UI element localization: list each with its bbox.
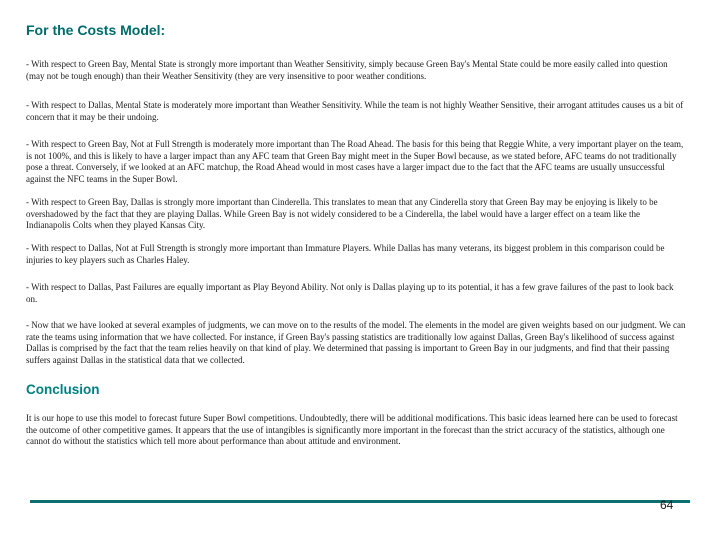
paragraph-model-results: - Now that we have looked at several examples of judgments, we can move on to the results of the model. The elements in the model are given weights based on our judgment. We can rate the teams using information that we have collected. For instance, if Green Bay's passing statistics are traditionally low against Dallas, Green Bay's likelihood of success against Dallas is comprised by the fact that the team relies heavily on that kind of play. We determined that passing is important to Green Bay in our judgments, and find that their passing suffers against Dallas in the statistical data that we collected. (26, 320, 686, 365)
conclusion-heading: Conclusion (26, 382, 100, 397)
footer-rule (30, 500, 690, 503)
costs-model-heading: For the Costs Model: (26, 22, 166, 38)
paragraph-conclusion: It is our hope to use this model to forecast future Super Bowl competitions. Undoubtedly, there will be additional modifications. This basic ideas learned here can be used to forecast the outcome of other competitive games. It appears that the use of intangibles is significantly more important in the forecast than the strict accuracy of the statistics, although one cannot do without the statistics which tell more about performance than about attitude and environment. (26, 413, 678, 446)
paragraph-dallas-past-failures: - With respect to Dallas, Past Failures are equally important as Play Beyond Ability. Not only is Dallas playing up to its potential, it has a few grave failures of the past to look back on. (26, 282, 674, 304)
page-number: 64 (660, 498, 674, 512)
paragraph-dallas-full-strength: - With respect to Dallas, Not at Full Strength is strongly more important than Immature Players. While Dallas has many veterans, its biggest problem in this comparison could be injuries to key players such as Charles Haley. (26, 243, 665, 265)
paragraph-dallas-mental-state: - With respect to Dallas, Mental State is moderately more important than Weather Sensitivity. While the team is not highly Weather Sensitive, their arrogant attitudes causes us a bit of concern that it may be their undoing. (26, 100, 684, 122)
paragraph-green-bay-full-strength: - With respect to Green Bay, Not at Full Strength is moderately more important than The Road Ahead. The basis for this being that Reggie White, a very important player on the team, is not 100%, and this is likely to have a larger impact than any AFC team that Green Bay might meet in the Super Bowl because, as we stated before, AFC teams do not traditionally pose a threat. Conversely, if we looked at an AFC matchup, the Road Ahead would in most cases have a larger impact due to the fact that the AFC teams are usually unsuccessful against the NFC teams in the Super Bowl. (26, 139, 684, 184)
paragraph-green-bay-cinderella: - With respect to Green Bay, Dallas is strongly more important than Cinderella. This translates to mean that any Cinderella story that Green Bay may be enjoying is likely to be overshadowed by the fact that they are playing Dallas. While Green Bay is not widely considered to be a Cinderella, the label would have a larger effect on a team like the Indianapolis Colts when they played Kansas City. (26, 197, 658, 230)
paragraph-green-bay-mental-state: - With respect to Green Bay, Mental State is strongly more important than Weather Sensitivity, simply because Green Bay's Mental State could be more easily called into question (may not be tough enough) than their Weather Sensitivity (they are very insensitive to poor weather conditions. (26, 59, 668, 81)
